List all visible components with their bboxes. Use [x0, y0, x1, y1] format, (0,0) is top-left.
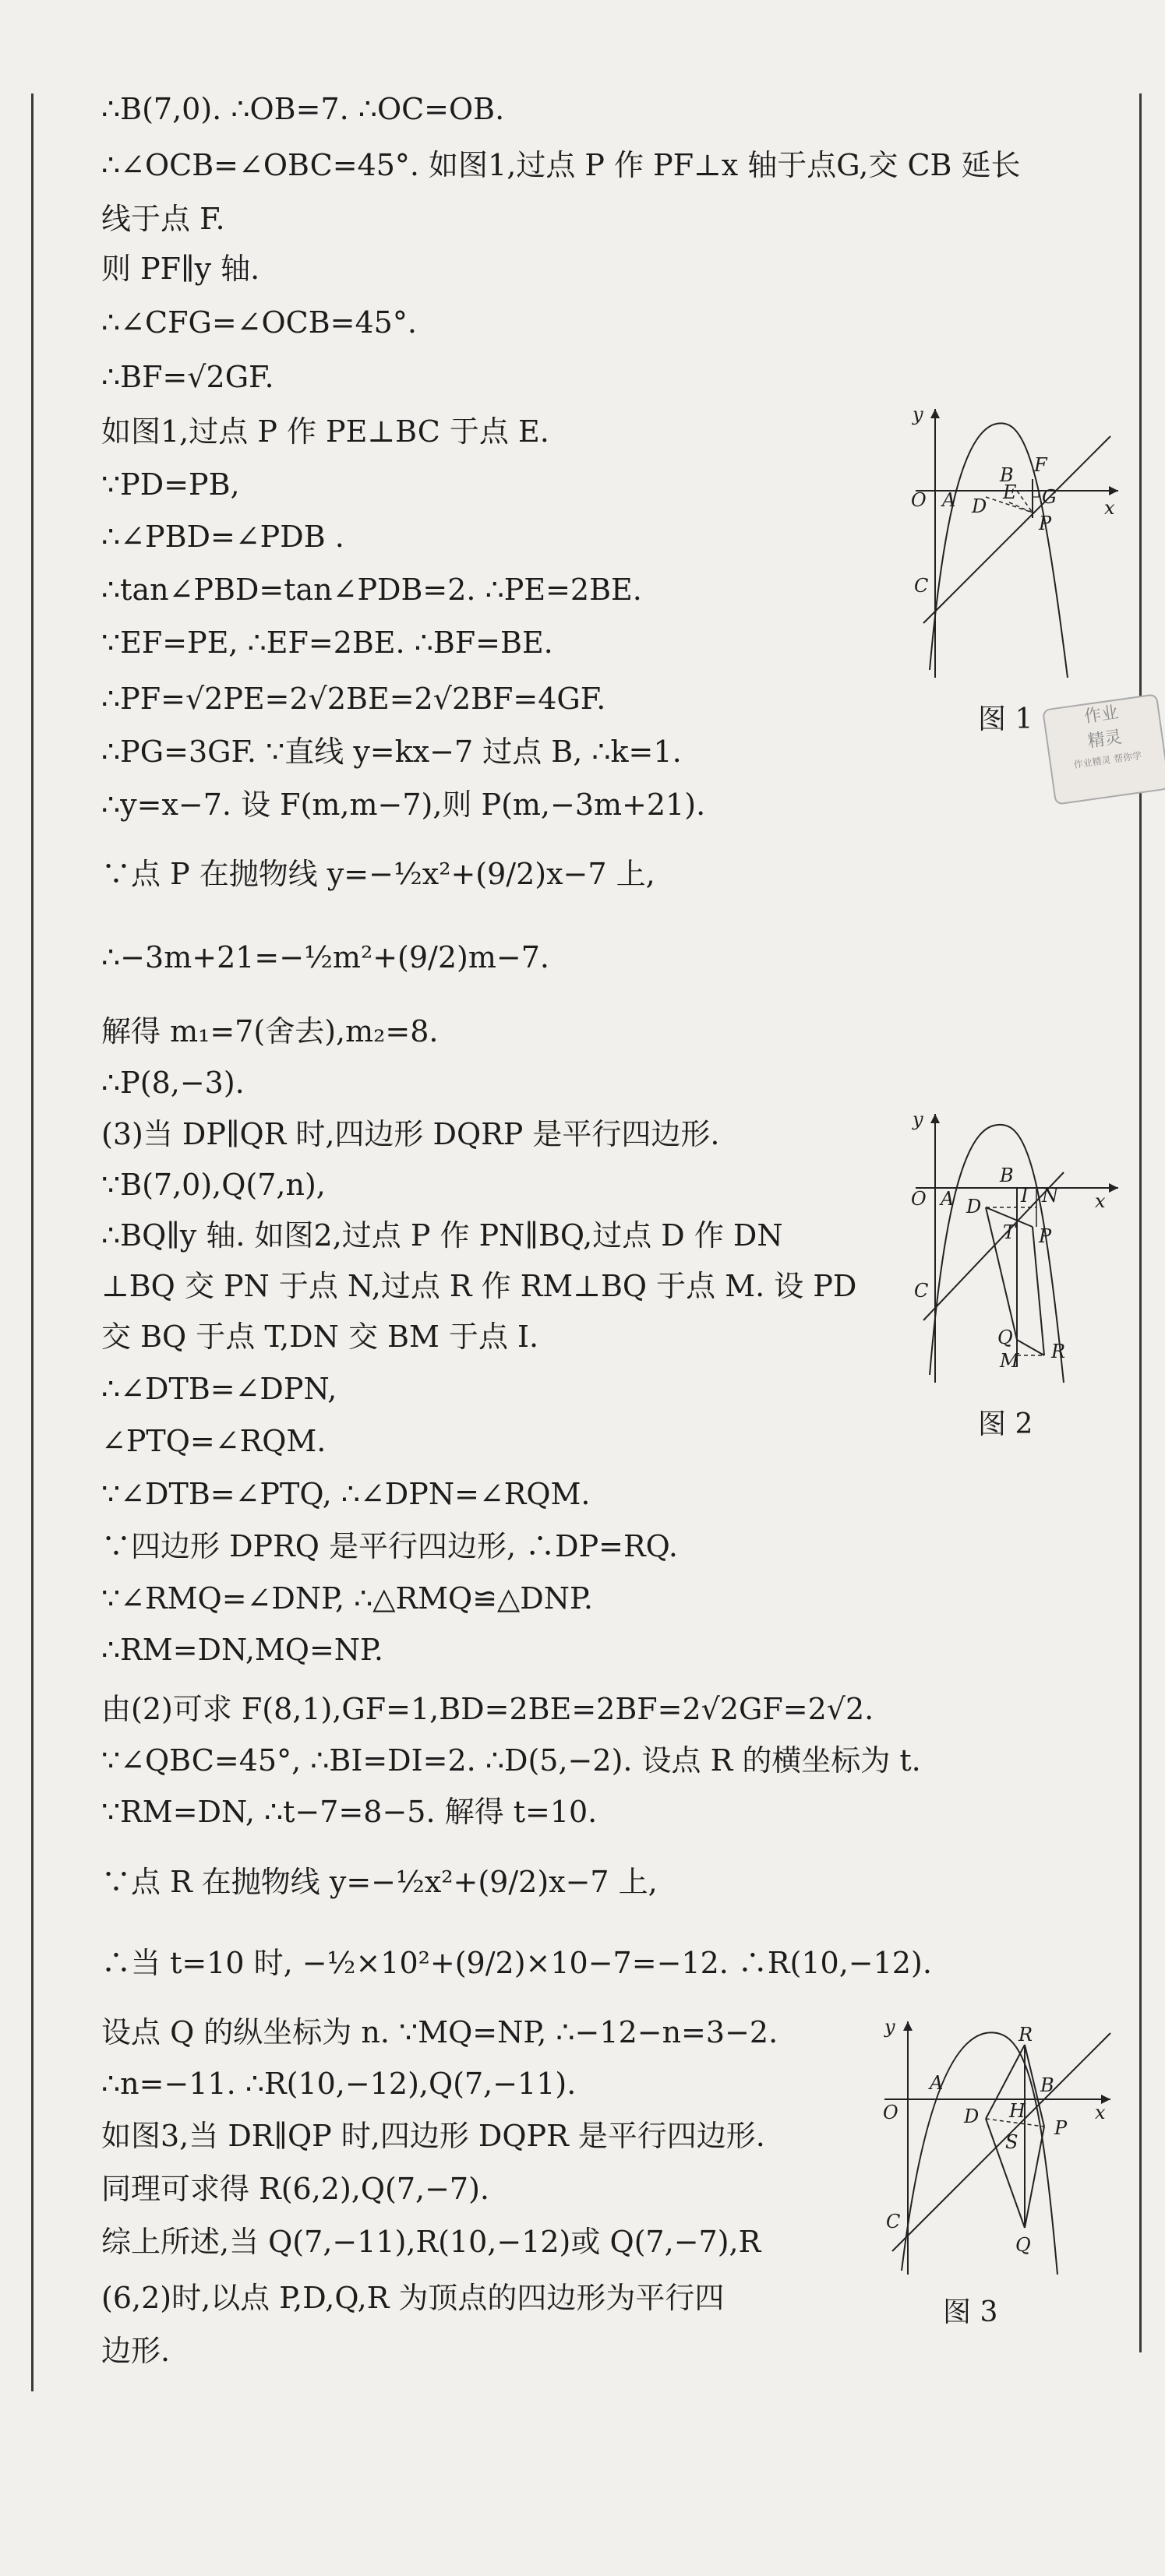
solution-line: 则 PF∥y 轴. [101, 252, 260, 286]
label-d: D [966, 1196, 982, 1218]
label-s: S [1005, 2131, 1018, 2153]
solution-line: ∴BF=√2GF. [101, 360, 274, 394]
label-y: y [884, 2017, 895, 2038]
label-r: R [1051, 1341, 1066, 1362]
figure-3-caption: 图 3 [943, 2296, 998, 2328]
solution-line: ∴当 t=10 时, −½×10²+(9/2)×10−7=−12. ∴R(10,−12). [101, 1946, 932, 1980]
label-d: D [972, 495, 987, 517]
solution-line: 解得 m₁=7(舍去),m₂=8. [101, 1014, 439, 1048]
solution-line: 如图3,当 DR∥QP 时,四边形 DQPR 是平行四边形. [101, 2119, 765, 2153]
solution-line: 设点 Q 的纵坐标为 n. ∵MQ=NP, ∴−12−n=3−2. [101, 2015, 778, 2049]
segment-pq [1025, 2127, 1044, 2228]
label-r: R [1018, 2024, 1033, 2046]
figure-3-diagram [877, 2017, 1126, 2282]
watermark-stamp [1042, 693, 1165, 805]
label-d: D [964, 2106, 980, 2127]
figure-1-diagram [908, 405, 1126, 685]
label-h: H [1009, 2100, 1026, 2122]
label-q: Q [997, 1327, 1013, 1348]
solution-line: ∴BQ∥y 轴. 如图2,过点 P 作 PN∥BQ,过点 D 作 DN [101, 1218, 783, 1253]
y-axis-arrow [930, 409, 940, 418]
y-axis-arrow [903, 2021, 913, 2031]
label-p: P [1054, 2117, 1068, 2139]
label-e: E [1003, 481, 1017, 503]
solution-line: 边形. [101, 2334, 171, 2368]
y-axis-arrow [930, 1114, 940, 1123]
solution-line: 交 BQ 于点 T,DN 交 BM 于点 I. [101, 1320, 539, 1354]
label-b: B [1000, 464, 1014, 486]
solution-line: ∠PTQ=∠RQM. [101, 1424, 327, 1458]
solution-line: ∴B(7,0). ∴OB=7. ∴OC=OB. [101, 92, 505, 126]
solution-line: ∴∠CFG=∠OCB=45°. [101, 305, 417, 340]
left-margin-rule [31, 93, 34, 2391]
solution-line: 由(2)可求 F(8,1),GF=1,BD=2BE=2BF=2√2GF=2√2. [101, 1692, 874, 1726]
solution-line: (6,2)时,以点 P,D,Q,R 为顶点的四边形为平行四 [101, 2281, 725, 2315]
label-p: P [1039, 513, 1052, 534]
solution-line: ∵点 R 在抛物线 y=−½x²+(9/2)x−7 上, [101, 1865, 658, 1899]
line-cb [892, 2033, 1110, 2251]
solution-line: ∵点 P 在抛物线 y=−½x²+(9/2)x−7 上, [101, 857, 655, 891]
label-c: C [886, 2211, 901, 2232]
label-p: P [1039, 1225, 1052, 1247]
solution-line: ∵RM=DN, ∴t−7=8−5. 解得 t=10. [101, 1795, 598, 1829]
label-t: T [1003, 1221, 1016, 1243]
label-origin: O [911, 489, 927, 511]
solution-line: ∴∠PBD=∠PDB . [101, 520, 344, 554]
label-a: A [942, 489, 956, 511]
right-angle-mark [1033, 491, 1039, 497]
label-x: x [1095, 2102, 1106, 2123]
label-origin: O [883, 2102, 898, 2123]
solution-line: ∵PD=PB, [101, 467, 240, 502]
solution-line: 如图1,过点 P 作 PE⊥BC 于点 E. [101, 414, 549, 449]
label-a: A [941, 1188, 955, 1210]
segment-pe [1009, 502, 1033, 513]
label-b: B [1040, 2074, 1054, 2096]
solution-line: ∴−3m+21=−½m²+(9/2)m−7. [101, 940, 549, 974]
solution-line: ∴n=−11. ∴R(10,−12),Q(7,−11). [101, 2067, 577, 2101]
label-y: y [913, 1110, 923, 1130]
solution-line: ∵∠RMQ=∠DNP, ∴△RMQ≌△DNP. [101, 1581, 593, 1616]
solution-line: 综上所述,当 Q(7,−11),R(10,−12)或 Q(7,−7),R [101, 2225, 761, 2259]
stamp-line-2: 精灵 [1086, 728, 1124, 752]
figure-2-diagram [908, 1110, 1126, 1390]
label-a: A [930, 2072, 944, 2094]
solution-line: ∵四边形 DPRQ 是平行四边形, ∴DP=RQ. [101, 1529, 678, 1563]
label-b: B [1000, 1165, 1014, 1186]
segment-qr [1017, 1340, 1044, 1355]
label-origin: O [911, 1188, 927, 1210]
solution-line: ∴PF=√2PE=2√2BE=2√2BF=4GF. [101, 682, 606, 716]
label-x: x [1104, 497, 1115, 519]
stamp-line-3: 作业精灵 帮你学 [1072, 749, 1142, 770]
solution-line: ⊥BQ 交 PN 于点 N,过点 R 作 RM⊥BQ 于点 M. 设 PD [101, 1269, 857, 1303]
label-i: I [1021, 1185, 1029, 1207]
solution-line: ∴P(8,−3). [101, 1066, 245, 1100]
solution-line: ∵∠DTB=∠PTQ, ∴∠DPN=∠RQM. [101, 1477, 591, 1511]
figure-1-caption: 图 1 [978, 703, 1033, 735]
solution-line: ∴∠DTB=∠DPN, [101, 1372, 337, 1406]
solution-line: ∴RM=DN,MQ=NP. [101, 1633, 384, 1667]
figure-2-caption: 图 2 [978, 1408, 1033, 1440]
label-x: x [1095, 1190, 1106, 1212]
parabola [902, 2032, 1057, 2275]
label-c: C [914, 575, 929, 597]
solution-line: ∵B(7,0),Q(7,n), [101, 1168, 326, 1202]
stamp-line-1: 作业 [1082, 703, 1120, 728]
label-f: F [1034, 454, 1047, 476]
solution-line: ∴PG=3GF. ∵直线 y=kx−7 过点 B, ∴k=1. [101, 735, 682, 769]
solution-line: ∴tan∠PBD=tan∠PDB=2. ∴PE=2BE. [101, 573, 642, 607]
line-cb [923, 436, 1110, 623]
x-axis-arrow [1109, 486, 1118, 495]
right-margin-rule [1139, 93, 1142, 2352]
solution-line: ∴∠OCB=∠OBC=45°. 如图1,过点 P 作 PF⊥x 轴于点G,交 CB 延长 [101, 148, 1021, 182]
label-n: N [1042, 1185, 1058, 1207]
label-m: M [1000, 1350, 1019, 1372]
label-c: C [914, 1280, 929, 1302]
solution-line: (3)当 DP∥QR 时,四边形 DQRP 是平行四边形. [101, 1117, 720, 1151]
label-g: G [1042, 486, 1057, 508]
solution-line: ∵∠QBC=45°, ∴BI=DI=2. ∴D(5,−2). 设点 R 的横坐标为 t. [101, 1743, 921, 1778]
label-y: y [913, 405, 923, 425]
solution-line: 线于点 F. [101, 202, 225, 236]
x-axis-arrow [1109, 1183, 1118, 1193]
label-q: Q [1015, 2234, 1031, 2256]
solution-line: ∵EF=PE, ∴EF=2BE. ∴BF=BE. [101, 625, 553, 660]
solution-line: ∴y=x−7. 设 F(m,m−7),则 P(m,−3m+21). [101, 788, 706, 822]
solution-line: 同理可求得 R(6,2),Q(7,−7). [101, 2172, 490, 2206]
